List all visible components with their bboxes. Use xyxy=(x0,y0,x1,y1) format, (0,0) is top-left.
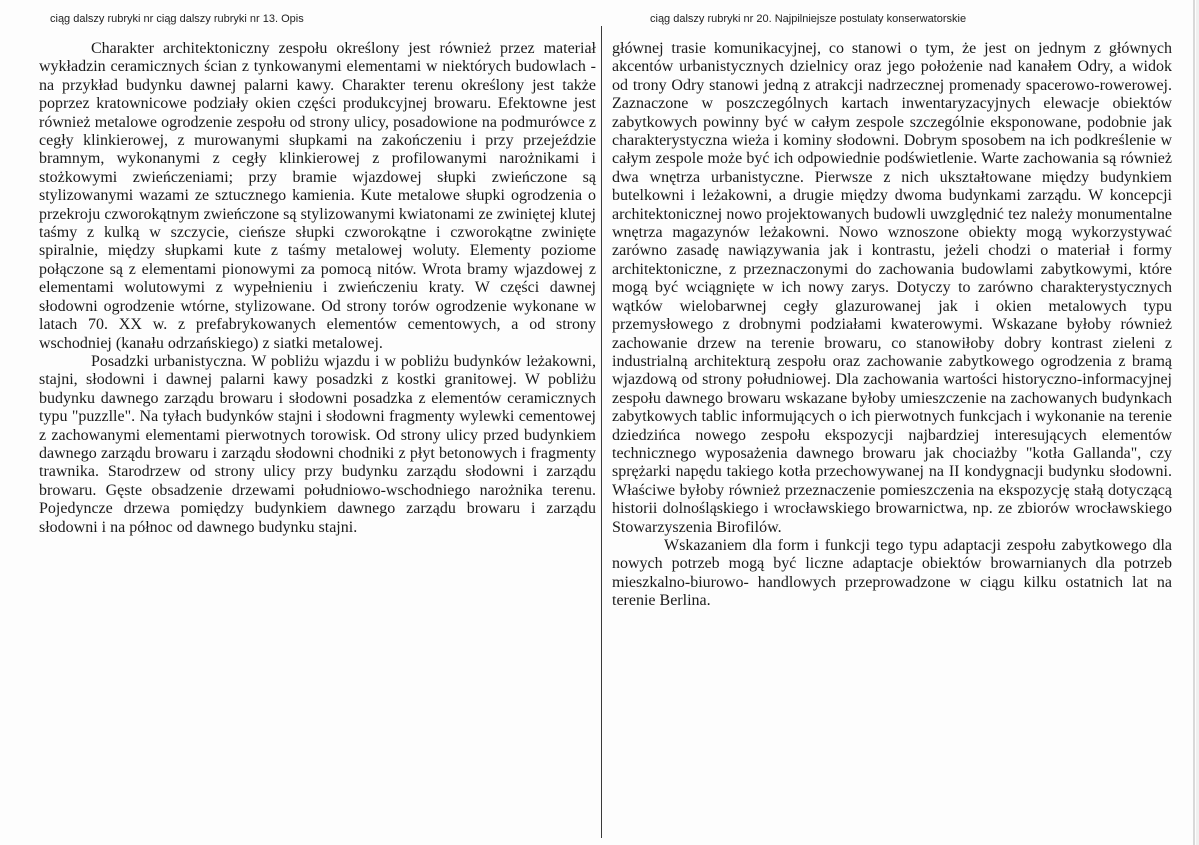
scan-edge xyxy=(1193,0,1195,845)
right-paragraph-2: Wskazaniem dla form i funkcji tego typu adaptacji zespołu zabytkowego dla nowych potrzeb mogą być liczne adaptacje obiektów browarnianych dla potrzeb mieszkalno-biurowo- handlowych przeprowadzone w ciągu kilku ostatnich lat na terenie Berlina. xyxy=(612,536,1172,610)
right-column xyxy=(612,40,1172,611)
column-divider xyxy=(601,26,602,838)
left-column xyxy=(39,40,596,537)
left-column-header: ciąg dalszy rubryki nr ciąg dalszy rubryki nr 13. Opis xyxy=(50,13,304,25)
right-column-header: ciąg dalszy rubryki nr 20. Najpilniejsze postulaty konserwatorskie xyxy=(650,13,967,25)
right-paragraph-1: głównej trasie komunikacyjnej, co stanowi o tym, że jest on jednym z głównych akcentów urbanistycznych dzielnicy oraz jego położenie nad kanałem Odry, a widok od trony Odry stanowi jedną z atrakcji nadrzecznej promenady spacerowo-rowerowej. Zaznaczone w poszczególnych kartach inwentaryzacyjnych elewacje obiektów zabytkowych powinny być w całym zespole szczególnie eksponowane, podobnie jak charakterystyczna wieża i kominy słodowni. Dobrym sposobem na ich podkreślenie w całym zespole może być ich odpowiednie podświetlenie. Warte zachowania są również dwa wnętrza urbanistyczne. Pierwsze z nich ukształtowane między budynkiem butelkowni i leżakowni, a drugie między dwoma budynkami zarządu. W koncepcji architektonicznej nowo projektowanych budowli uwzględnić tez należy monumentalne wnętrza magazynów leżakowni. Nowo wznoszone obiekty mogą wykorzystywać zarówno zasadę nawiązywania jak i kontrastu, jeżeli chodzi o materiał i formy architektoniczne, z przeznaczonymi do zachowania budowlami zabytkowymi, które mogą być wciągnięte w ich nowy zarys. Dotyczy to zarówno charakterystycznych wątków wielobarwnej cegły glazurowanej jak i okien metalowych typu przemysłowego z drobnymi podziałami kwaterowymi. Wskazane byłoby również zachowanie drzew na terenie browaru, co stanowiłoby dobry kontrast zieleni z industrialną architekturą zespołu oraz zachowanie zabytkowego ogrodzenia z bramą wjazdową od strony południowej. Dla zachowania wartości historyczno-informacyjnej zespołu dawnego browaru wskazane byłoby umieszczenie na zachowanych budynkach zabytkowych tablic informujących o ich pierwotnych funkcjach i wykonanie na terenie dziedzińca nowego zespołu ekspozycji najbardziej interesujących elementów technicznego wyposażenia dawnego browaru jak chociażby "kotła Gallanda", czy sprężarki napędu takiego kotła przechowywanej na II kondygnacji budynku słodowni. Właściwe byłoby również przeznaczenie pomieszczenia na ekspozycję stałą dotyczącą historii dolnośląskiego i wrocławskiego browarnictwa, np. ze zbiorów wrocławskiego Stowarzyszenia Birofilów. xyxy=(612,40,1172,536)
left-paragraph-2: Posadzki urbanistyczna. W pobliżu wjazdu i w pobliżu budynków leżakowni, stajni, słodowni i dawnej palarni kawy posadzki z kostki granitowej. W pobliżu budynku dawnego zarządu browaru i słodowni posadzka z elementów ceramicznych typu "puzzlle". Na tyłach budynków stajni i słodowni fragmenty wylewki cementowej z zachowanymi elementami pierwotnych torowisk. Od strony ulicy przed budynkiem dawnego zarządu browaru i zarządu słodowni chodniki z płyt betonowych i fragmenty trawnika. Starodrzew od strony ulicy przy budynku zarządu słodowni i zarządu browaru. Gęste obsadzenie drzewami południowo-wschodniego narożnika terenu. Pojedyncze drzewa pomiędzy budynkiem dawnego zarządu browaru i zarządu słodowni i na północ od dawnego budynku stajni. xyxy=(39,352,596,536)
left-paragraph-1: Charakter architektoniczny zespołu określony jest również przez materiał wykładzin ceramicznych ścian z tynkowanymi elementami w niektórych budowlach - na przykład budynku dawnej palarni kawy. Charakter terenu określony jest także poprzez kratownicowe podziały okien części produkcyjnej browaru. Efektowne jest również metalowe ogrodzenie zespołu od strony ulicy, posadowione na podmurówce z cegły klinkierowej, z murowanymi słupkami na zakończeniu i przy przejeździe bramnym, wykonanymi z cegły klinkierowej z profilowanymi narożnikami i stożkowymi zwieńczeniami; przy bramie wjazdowej słupki zwieńczone są stylizowanymi wazami ze sztucznego kamienia. Kute metalowe słupki ogrodzenia o przekroju czworokątnym zwieńczone są stylizowanymi kwiatonami ze zwiniętej klutej taśmy z kulką w szczycie, cieńsze słupki czworokątne i czworokątne zwinięte spiralnie, między słupkami kute z taśmy metalowej woluty. Elementy poziome połączone są z elementami pionowymi za pomocą nitów. Wrota bramy wjazdowej z elementami wolutowymi z wypełnieniu i zwieńczeniu kraty. W części dawnej słodowni ogrodzenie wtórne, stylizowane. Od strony torów ogrodzenie wykonane w latach 70. XX w. z prefabrykowanych elementów cementowych, a od strony wschodniej (kanału odrzańskiego) z siatki metalowej. xyxy=(39,40,596,352)
